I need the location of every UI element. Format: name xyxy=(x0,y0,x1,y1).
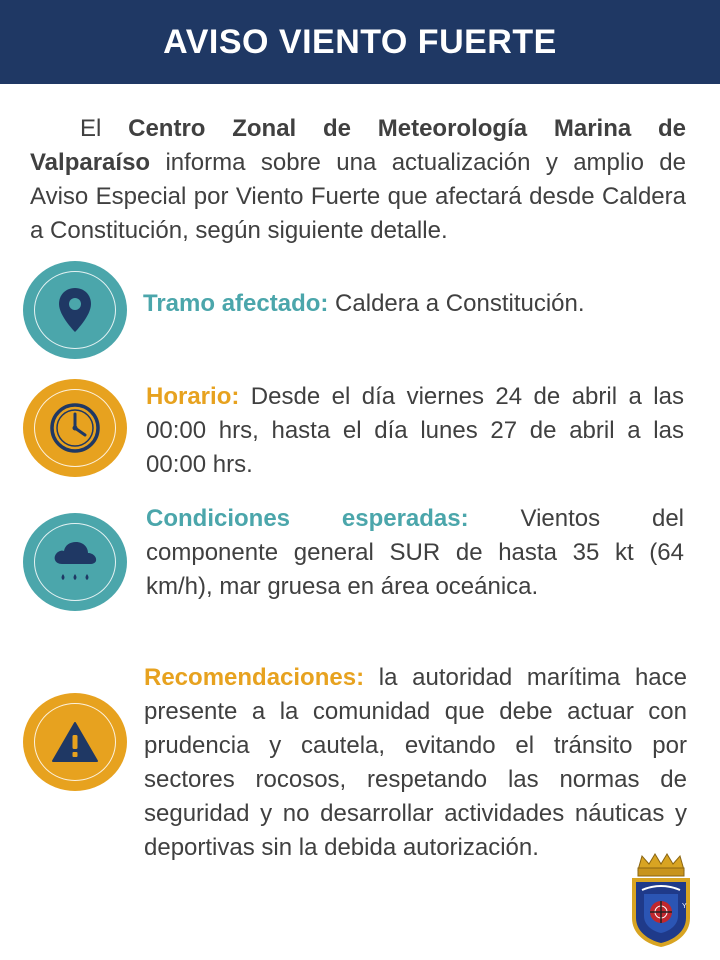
intro-organization: Centro Zonal de Meteorología Marina de Valparaíso xyxy=(30,115,686,176)
header-banner xyxy=(0,0,720,84)
armada-crest-icon xyxy=(628,852,694,948)
crest-letter: Y xyxy=(682,903,687,910)
rain-cloud-icon xyxy=(50,538,100,586)
condiciones-text: Vientos del componente general SUR de hasta 35 kt (64 km/h), mar gruesa en área oceánica. xyxy=(146,505,685,600)
horario-label: Horario: xyxy=(146,383,240,410)
location-pin-icon xyxy=(58,287,92,333)
intro-lead: El xyxy=(80,115,129,142)
section-horario xyxy=(146,380,684,482)
warning-circle xyxy=(23,693,127,791)
weather-circle xyxy=(23,513,127,611)
recomendaciones-label: Recomendaciones: xyxy=(144,664,365,691)
condiciones-label: Condiciones esperadas: xyxy=(146,505,469,532)
intro-rest: informa sobre una actualización y amplio de Aviso Especial por Viento Fuerte que afectará desde Caldera a Constitución, según siguiente detalle. xyxy=(30,149,686,244)
section-tramo xyxy=(143,287,688,321)
intro-paragraph xyxy=(30,112,686,248)
tramo-text: Caldera a Constitución. xyxy=(328,290,585,317)
location-circle xyxy=(23,261,127,359)
section-recomendaciones xyxy=(144,661,687,865)
page-title: AVISO VIENTO FUERTE xyxy=(163,22,557,61)
recomendaciones-text: la autoridad marítima hace presente a la comunidad que debe actuar con prudencia y cautela, evitando el tránsito por sectores rocosos, respetando las normas de seguridad y no desarrollar actividades náuticas y deportivas sin la debida autorización. xyxy=(144,664,687,861)
horario-text: Desde el día viernes 24 de abril a las 00:00 hrs, hasta el día lunes 27 de abril a las 00:00 hrs. xyxy=(146,383,684,478)
section-condiciones xyxy=(146,502,684,604)
clock-icon xyxy=(49,402,101,454)
clock-circle xyxy=(23,379,127,477)
warning-icon xyxy=(51,721,99,763)
tramo-label: Tramo afectado: xyxy=(143,290,329,317)
